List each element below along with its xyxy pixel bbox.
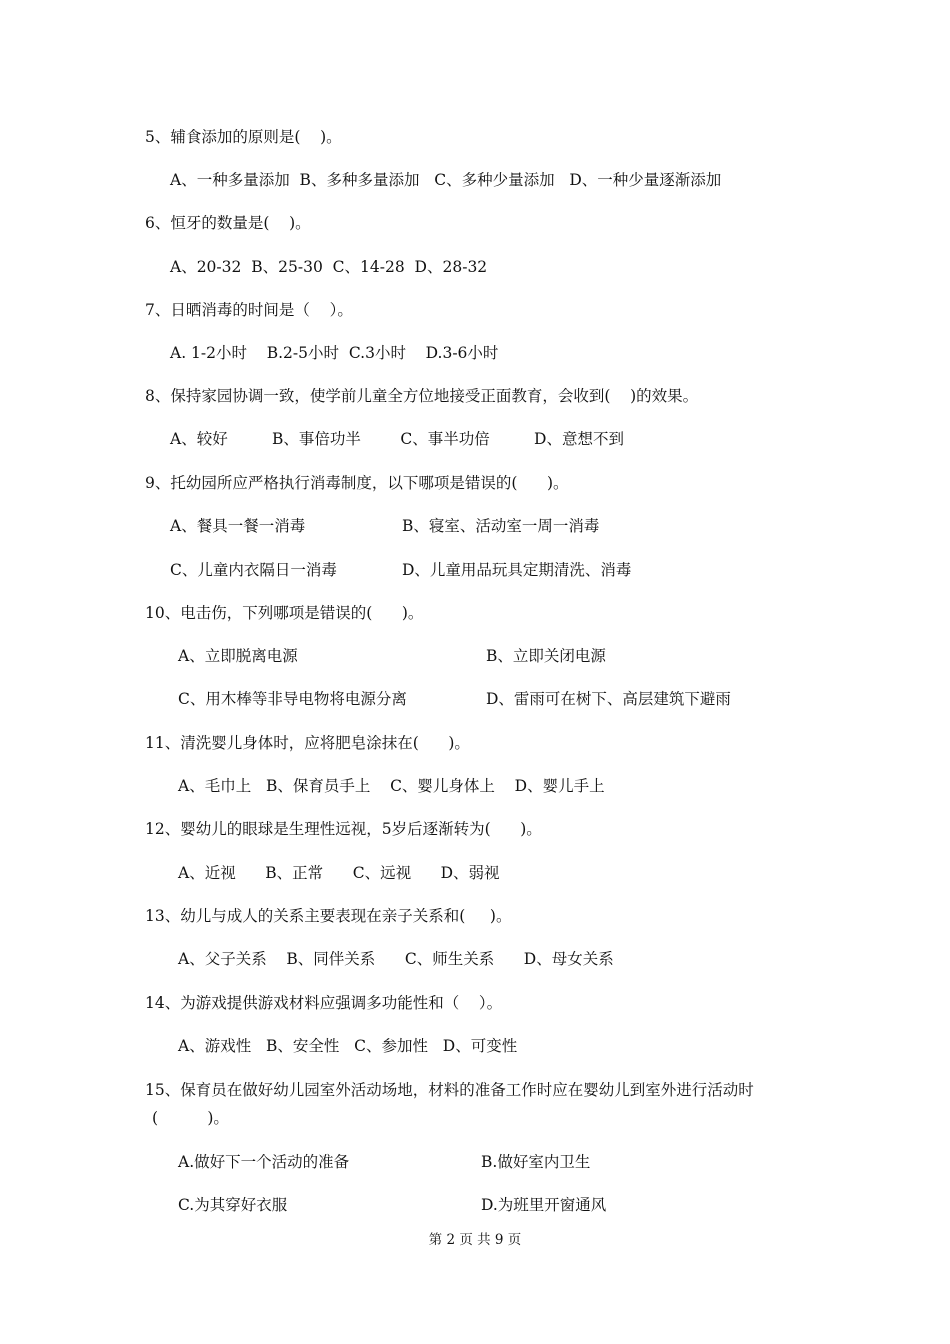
question-15-option-c: C.为其穿好衣服 (178, 1196, 288, 1214)
question-15-option-a: A.做好下一个活动的准备 (178, 1153, 350, 1171)
question-15: 15、保育员在做好幼儿园室外活动场地，材料的准备工作时应在婴幼儿到室外进行活动时 (145, 1081, 754, 1099)
question-6-options: A、20-32 B、25-30 C、14-28 D、28-32 (170, 258, 488, 276)
question-6: 6、恒牙的数量是( )。 (145, 214, 311, 232)
question-11-options: A、毛巾上 B、保育员手上 C、婴儿身体上 D、婴儿手上 (178, 777, 605, 795)
question-13: 13、幼儿与成人的关系主要表现在亲子关系和( )。 (145, 907, 512, 925)
question-7-options: A. 1-2小时 B.2-5小时 C.3小时 D.3-6小时 (170, 344, 499, 362)
question-7: 7、日晒消毒的时间是（ ）。 (145, 301, 353, 319)
page-footer: 第 2 页 共 9 页 (428, 1232, 522, 1248)
question-15-continuation: ( )。 (152, 1109, 229, 1127)
question-9-option-b: B、寝室、活动室一周一消毒 (402, 517, 600, 535)
question-10-option-a: A、立即脱离电源 (178, 647, 298, 665)
question-12: 12、婴幼儿的眼球是生理性远视，5岁后逐渐转为( )。 (145, 820, 542, 838)
question-12-options: A、近视 B、正常 C、远视 D、弱视 (178, 864, 500, 882)
question-10: 10、电击伤，下列哪项是错误的( )。 (145, 604, 424, 622)
question-14-options: A、游戏性 B、安全性 C、参加性 D、可变性 (178, 1037, 518, 1055)
question-15-option-b: B.做好室内卫生 (481, 1153, 591, 1171)
question-5: 5、辅食添加的原则是( )。 (145, 128, 342, 146)
question-10-option-b: B、立即关闭电源 (486, 647, 606, 665)
question-10-option-d: D、雷雨可在树下、高层建筑下避雨 (486, 690, 731, 708)
question-9-option-d: D、儿童用品玩具定期清洗、消毒 (402, 561, 632, 579)
question-13-options: A、父子关系 B、同伴关系 C、师生关系 D、母女关系 (178, 950, 614, 968)
question-11: 11、清洗婴儿身体时，应将肥皂涂抹在( )。 (145, 734, 470, 752)
question-9: 9、托幼园所应严格执行消毒制度，以下哪项是错误的( )。 (145, 474, 569, 492)
question-9-option-c: C、儿童内衣隔日一消毒 (170, 561, 337, 579)
question-8: 8、保持家园协调一致，使学前儿童全方位地接受正面教育，会收到( )的效果。 (145, 387, 699, 405)
question-5-options: A、一种多量添加 B、多种多量添加 C、多种少量添加 D、一种少量逐渐添加 (170, 171, 722, 189)
question-10-option-c: C、用木棒等非导电物将电源分离 (178, 690, 407, 708)
question-9-option-a: A、餐具一餐一消毒 (170, 517, 306, 535)
question-8-options: A、较好 B、事倍功半 C、事半功倍 D、意想不到 (170, 430, 624, 448)
question-14: 14、为游戏提供游戏材料应强调多功能性和（ ）。 (145, 994, 503, 1012)
question-15-option-d: D.为班里开窗通风 (481, 1196, 607, 1214)
